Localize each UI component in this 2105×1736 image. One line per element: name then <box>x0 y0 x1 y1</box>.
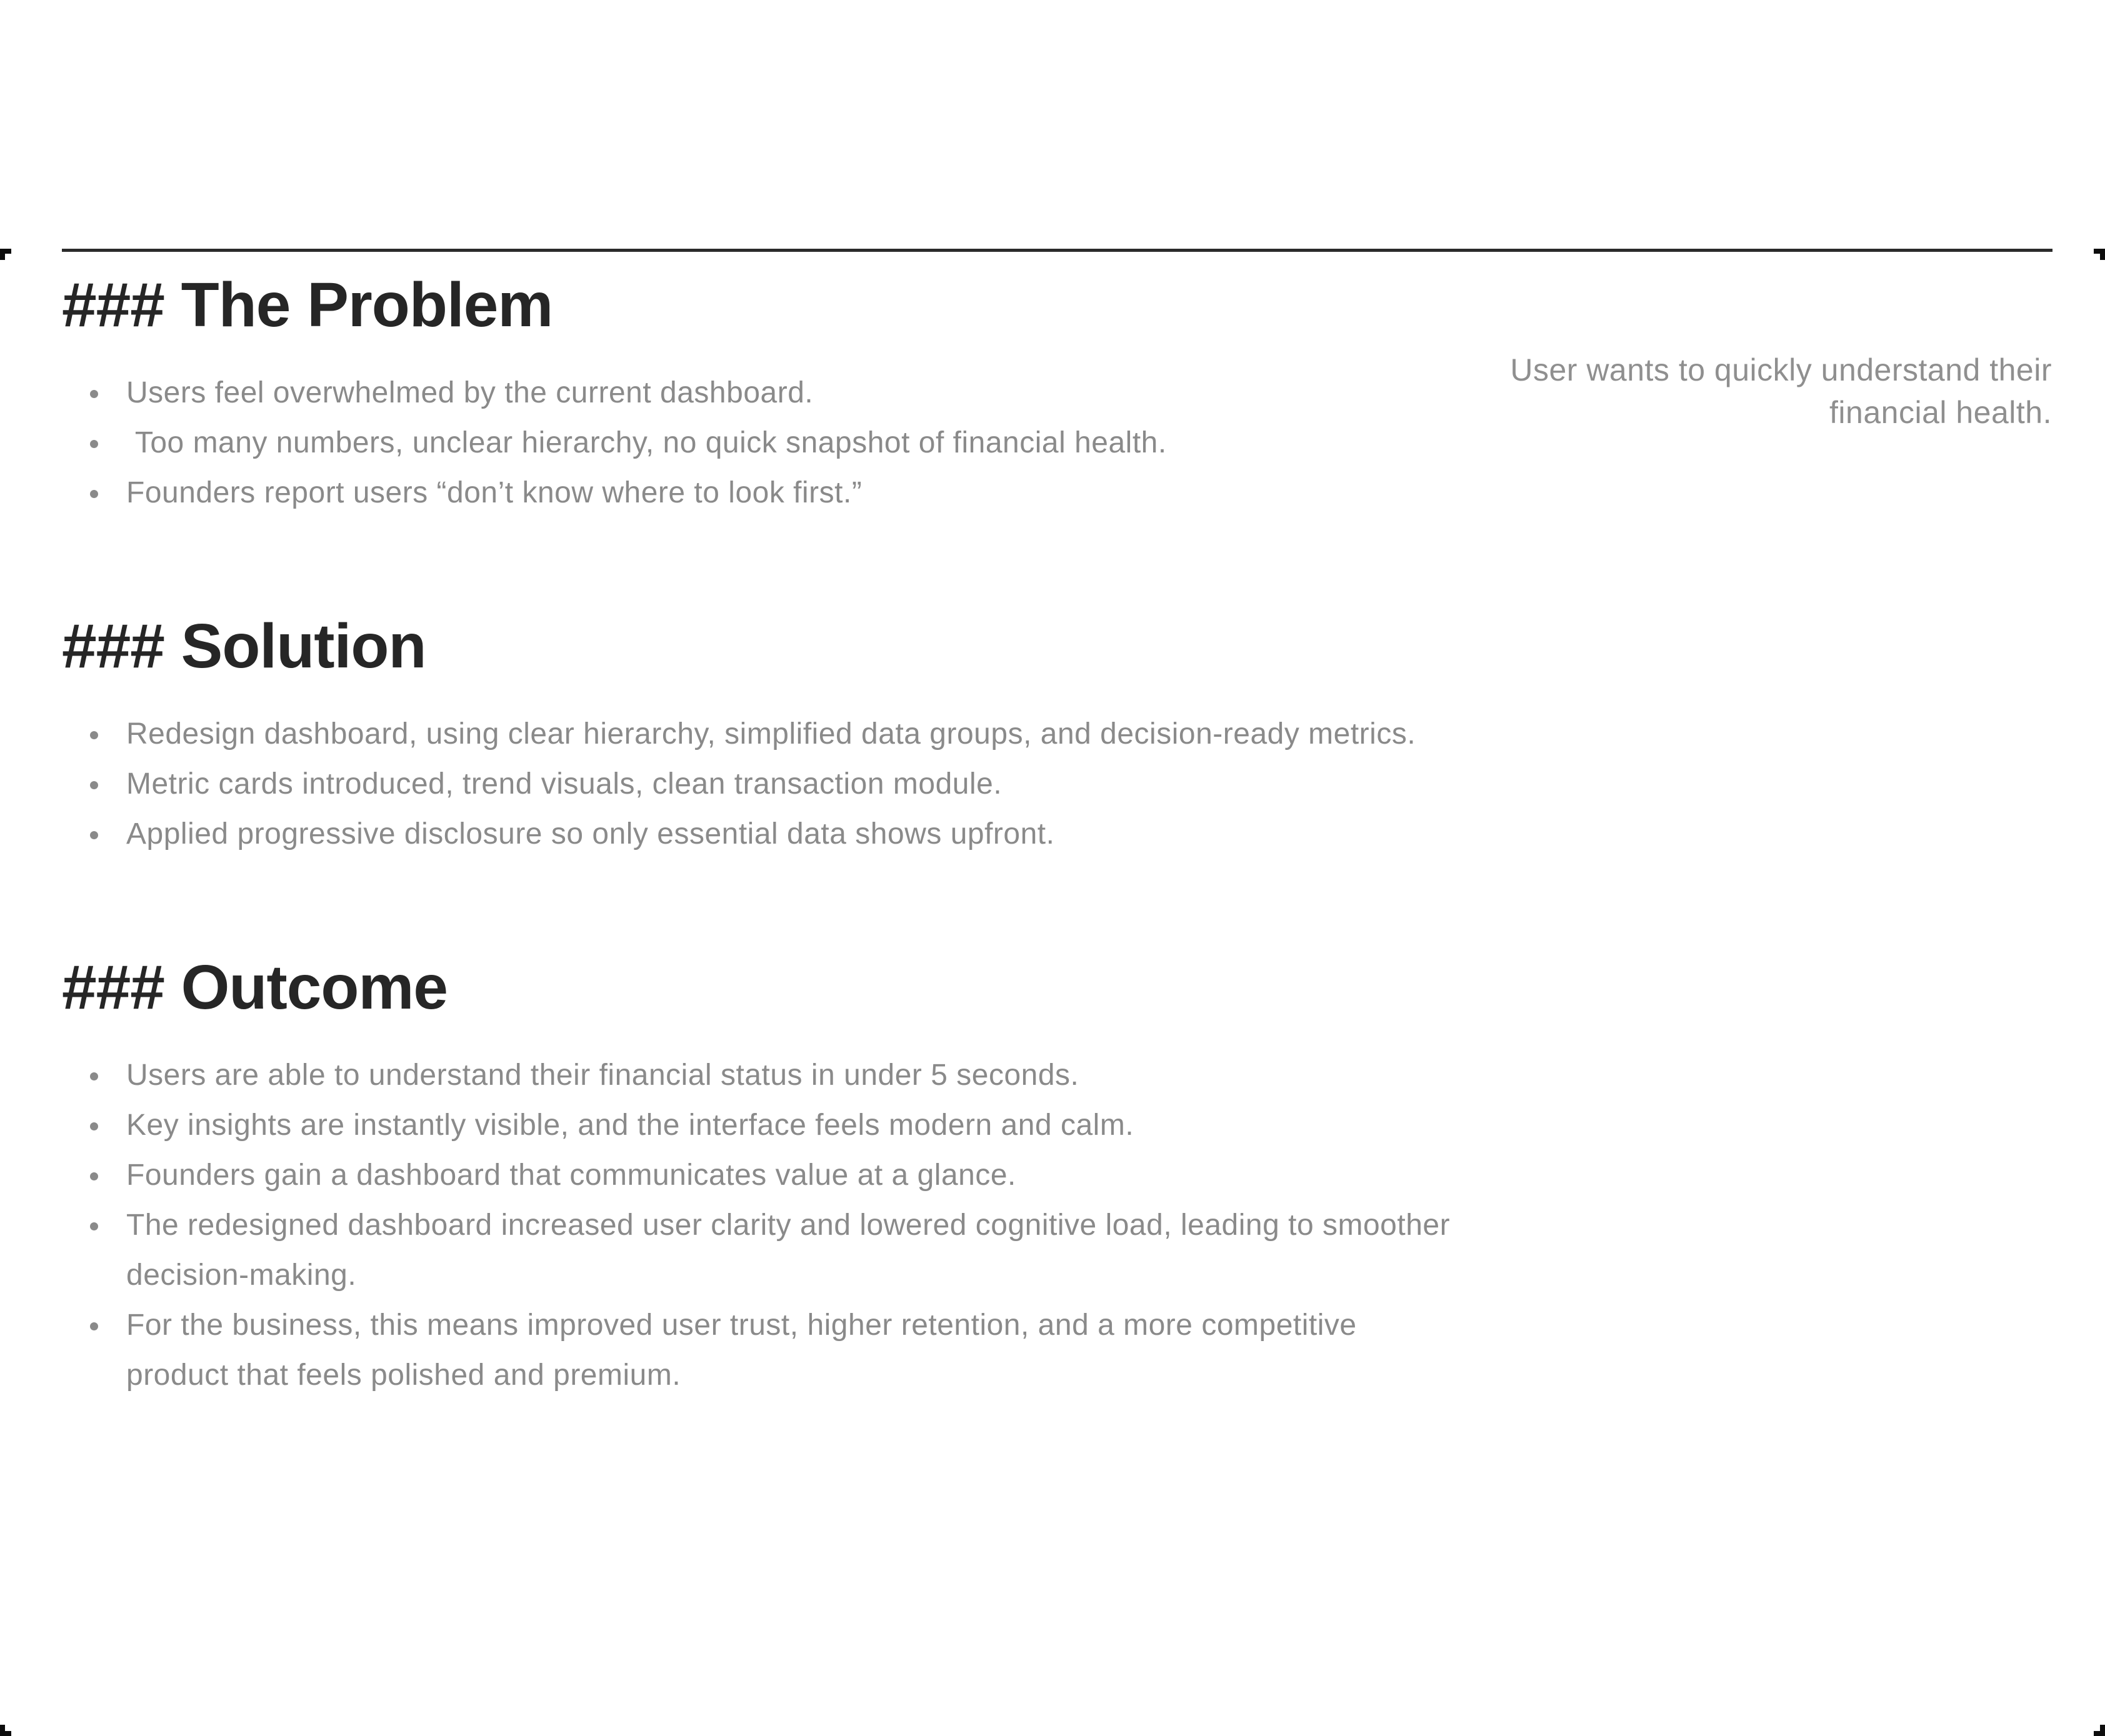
bullet-list <box>62 709 2052 859</box>
bullet-text: Metric cards introduced, trend visuals, clean transaction module. <box>126 767 1002 801</box>
list-item <box>126 418 2052 468</box>
bullet-dot <box>90 781 98 789</box>
list-item <box>126 1200 2052 1300</box>
corner-mark-top-left <box>0 249 11 260</box>
bullet-text-continued: product that feels polished and premium. <box>126 1359 681 1392</box>
bullet-dot <box>90 490 98 498</box>
bullet-dot <box>90 1122 98 1130</box>
bullet-dot <box>90 831 98 839</box>
corner-mark-bottom-right <box>2094 1725 2105 1736</box>
annotation-line: User wants to quickly understand their <box>1510 352 2052 387</box>
document-body <box>0 249 2105 1400</box>
section-heading-problem: ### The Problem <box>62 270 553 340</box>
bullet-dot <box>90 1222 98 1230</box>
bullet-text-continued: decision-making. <box>126 1259 357 1292</box>
bullet-text: Too many numbers, unclear hierarchy, no quick snapshot of financial health. <box>126 426 1167 459</box>
bullet-text: Users are able to understand their financial status in under 5 seconds. <box>126 1059 1079 1092</box>
list-item <box>126 1150 2052 1200</box>
bullet-dot <box>90 1322 98 1330</box>
bullet-text: Users feel overwhelmed by the current dashboard. <box>126 376 814 409</box>
section-heading-solution: ### Solution <box>62 611 426 681</box>
list-item <box>126 809 2052 859</box>
bullet-dot <box>90 390 98 398</box>
bullet-text: Founders gain a dashboard that communicates value at a glance. <box>126 1159 1016 1192</box>
annotation-line: financial health. <box>1829 395 2052 430</box>
section-solution <box>62 612 2052 859</box>
list-item <box>126 468 2052 518</box>
bullet-text: Key insights are instantly visible, and the interface feels modern and calm. <box>126 1109 1134 1142</box>
list-item <box>126 368 2052 418</box>
list-item <box>126 759 2052 809</box>
section-outcome <box>62 953 2052 1400</box>
list-item <box>126 1300 2052 1400</box>
bullet-dot <box>90 440 98 448</box>
bullet-text: Founders report users “don’t know where to look first.” <box>126 476 862 509</box>
bullet-list <box>62 1050 2052 1400</box>
list-item <box>126 1100 2052 1150</box>
section-divider <box>62 249 2052 252</box>
bullet-text: Redesign dashboard, using clear hierarchy, simplified data groups, and decision-ready metrics. <box>126 717 1416 751</box>
bullet-list <box>62 368 2052 518</box>
bullet-text: The redesigned dashboard increased user clarity and lowered cognitive load, leading to smoother <box>126 1209 1451 1242</box>
bullet-text: For the business, this means improved user trust, higher retention, and a more competitive <box>126 1309 1357 1342</box>
section-problem <box>62 271 2052 518</box>
list-item <box>126 1050 2052 1100</box>
corner-mark-bottom-left <box>0 1725 11 1736</box>
bullet-dot <box>90 731 98 739</box>
bullet-text: Applied progressive disclosure so only essential data shows upfront. <box>126 817 1055 851</box>
corner-mark-top-right <box>2094 249 2105 260</box>
bullet-dot <box>90 1172 98 1180</box>
bullet-dot <box>90 1072 98 1080</box>
list-item <box>126 709 2052 759</box>
section-heading-outcome: ### Outcome <box>62 952 448 1022</box>
